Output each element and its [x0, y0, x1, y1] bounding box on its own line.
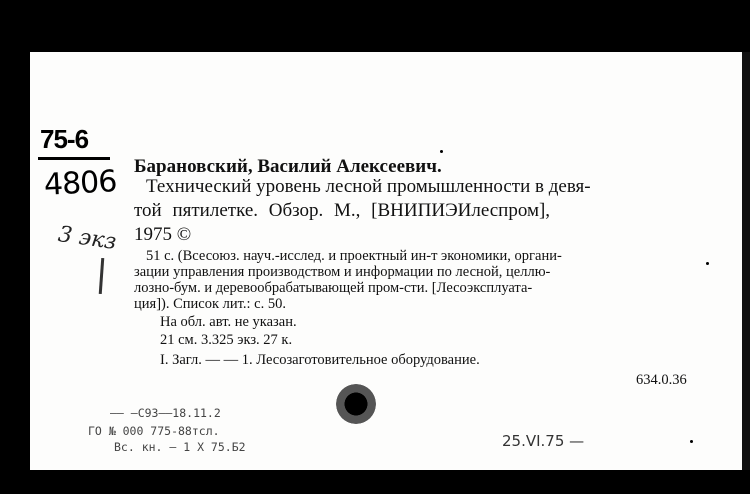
speck [690, 440, 693, 443]
card-punch-hole [336, 384, 376, 424]
subject-headings: I. Загл. — — 1. Лесозаготовительное оборудование. [160, 352, 480, 368]
speck [440, 150, 443, 153]
size-and-print-run: 21 см. 3.325 экз. 27 к. [160, 332, 293, 348]
scan-border-top [0, 0, 750, 52]
title-line-2: той пятилетке. Обзор. М., [ВНИПИЭИлеспром], [134, 200, 551, 221]
description-line-4: ция]). Список лит.: с. 50. [134, 296, 286, 312]
description-line-2: зации управления производством и информации по лесной, целлю- [134, 264, 551, 280]
shelf-code-underline [38, 157, 110, 160]
handwritten-note: 3 экз [56, 222, 118, 255]
inventory-number: 4806 [43, 164, 118, 203]
scan-border-left [0, 52, 30, 470]
speck [706, 262, 709, 265]
shelf-code: 75-6 [40, 124, 89, 154]
author-heading: Барановский, Василий Алексеевич. [134, 156, 442, 177]
scan-border-right [742, 52, 750, 470]
stamp-line-2: ГО № 000 775-88тсл. [88, 424, 220, 438]
description-line-3: лозно-бум. и деревообрабатывающей пром-сти. [Лесоэксплуата- [134, 280, 533, 296]
title-line-1: Технический уровень лесной промышленности в девя- [146, 176, 591, 197]
description-line-1: 51 с. (Всесоюз. науч.-исслед. и проектный ин-т экономики, органи- [146, 248, 562, 264]
title-line-3: 1975 © [134, 224, 192, 245]
stamp-date: 25.VI.75 — [502, 432, 585, 450]
udc-code: 634.0.36 [636, 372, 687, 388]
scan-border-bottom [0, 470, 750, 494]
stamp-line-1: —— —С93——18.11.2 [110, 406, 221, 420]
author-note: На обл. авт. не указан. [160, 314, 297, 330]
stamp-line-3: Вс. кн. — 1 Х 75.Б2 [114, 440, 246, 454]
